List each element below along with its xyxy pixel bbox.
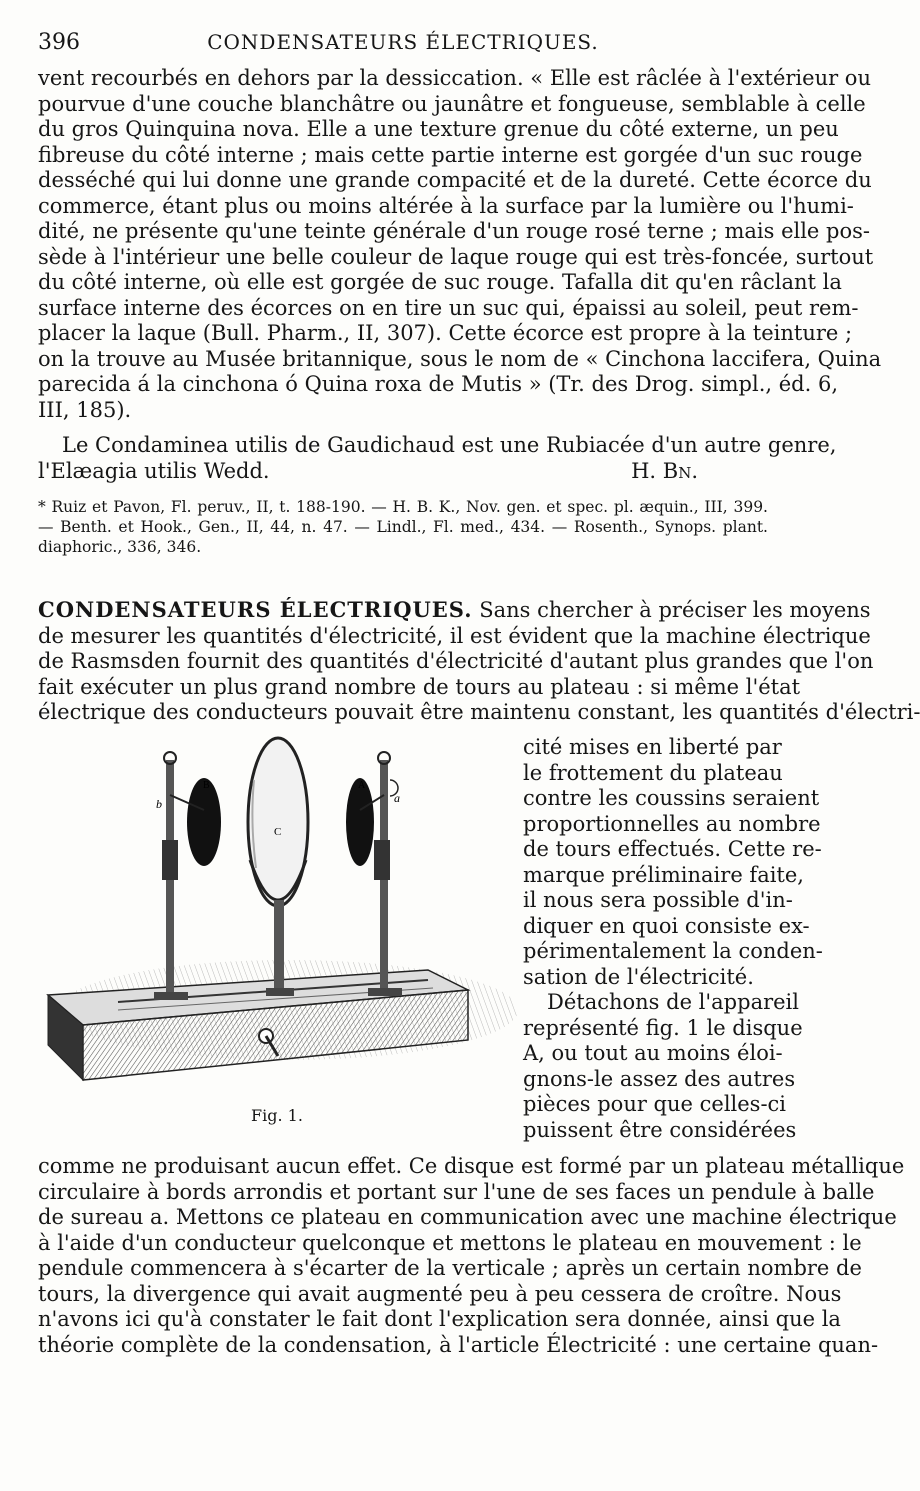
text-line: fait exécuter un plus grand nombre de tours au plateau : si même l'état (38, 674, 801, 699)
footnote-line: diaphoric., 336, 346. (38, 538, 202, 556)
figure-label-b-small: b (156, 797, 162, 811)
footnotes (38, 497, 768, 557)
text-line: circulaire à bords arrondis et portant sur l'une de ses faces un pendule à balle (38, 1179, 875, 1204)
figure-caption: Fig. 1. (251, 1106, 303, 1125)
text-line: sation de l'électricité. (523, 964, 754, 989)
text-line: diquer en quoi consiste ex- (523, 913, 810, 938)
text-line (38, 459, 768, 485)
text-line: Détachons de l'appareil (547, 990, 799, 1014)
text-line: de mesurer les quantités d'électricité, il est évident que la machine électrique (38, 623, 871, 648)
text-line: électrique des conducteurs pouvait être maintenu constant, les quantités d'électri- (38, 700, 920, 724)
text-line: marque préliminaire faite, (523, 862, 804, 887)
page-number: 396 (38, 30, 80, 55)
condenser-apparatus-illustration (38, 740, 516, 1100)
running-title: CONDENSATEURS ÉLECTRIQUES. (207, 30, 599, 54)
paragraph-condaminea (38, 433, 837, 484)
side-column-text (523, 735, 823, 1143)
text-line: représenté fig. 1 le disque (523, 1015, 803, 1040)
figure-label-a: A (358, 780, 366, 791)
text-line: A, ou tout au moins éloi- (523, 1041, 783, 1065)
text-line: placer la laque (Bull. Pharm., II, 307). Cette écorce est propre à la teinture ; (38, 321, 853, 345)
text-line: desséché qui lui donne une grande compacité et de la dureté. Cette écorce du (38, 168, 872, 192)
text-line: du gros Quinquina nova. Elle a une texture grenue du côté externe, un peu (38, 117, 839, 141)
text-line: de Rasmsden fournit des quantités d'électricité d'autant plus grandes que l'on (38, 649, 874, 673)
text-line: du côté interne, où elle est gorgée de suc rouge. Tafalla dit qu'en râclant la (38, 270, 842, 294)
text-line: surface interne des écorces on en tire un suc qui, épaissi au soleil, peut rem- (38, 295, 859, 320)
text-line: commerce, étant plus ou moins altérée à la surface par la lumière ou l'humi- (38, 193, 854, 218)
figure-label-a-small: a (394, 791, 400, 805)
text-line: de tours effectués. Cette re- (523, 837, 822, 861)
footnote-line: — Benth. et Hook., Gen., II, 44, n. 47. — Lindl., Fl. med., 434. — Rosenth., Synops. plant. (38, 518, 768, 536)
text-line: parecida á la cinchona ó Quina roxa de Mutis » (Tr. des Drog. simpl., éd. 6, (38, 372, 838, 396)
text-line: le frottement du plateau (523, 760, 783, 785)
text-line-content: l'Elæagia utilis Wedd. (38, 458, 270, 483)
text-line: pendule commencera à s'écarter de la verticale ; après un certain nombre de (38, 1256, 862, 1280)
text-line: gnons-le assez des autres (523, 1066, 796, 1091)
paragraph-quinquina (38, 66, 882, 423)
text-line: il nous sera possible d'in- (523, 888, 793, 912)
section-heading: CONDENSATEURS ÉLECTRIQUES. (38, 597, 473, 622)
text-line: pièces pour que celles-ci (523, 1092, 787, 1116)
final-paragraph (38, 1154, 905, 1358)
text-line: fibreuse du côté interne ; mais cette partie interne est gorgée d'un suc rouge (38, 142, 863, 167)
text-line: contre les coussins seraient (523, 786, 820, 810)
figure-condenser-apparatus (38, 740, 516, 1125)
text-line: n'avons ici qu'à constater le fait dont l'explication sera donnée, ainsi que la (38, 1307, 841, 1331)
text-line: Le Condaminea utilis de Gaudichaud est une Rubiacée d'un autre genre, (62, 433, 837, 457)
text-line: comme ne produisant aucun effet. Ce disque est formé par un plateau métallique (38, 1154, 905, 1178)
text-line: puissent être considérées (523, 1117, 797, 1142)
text-line-content: Sans chercher à préciser les moyens (479, 598, 871, 622)
figure-label-c: C (274, 826, 282, 838)
text-line: vent recourbés en dehors par la dessiccation. « Elle est râclée à l'extérieur ou (38, 66, 871, 90)
text-line: de sureau a. Mettons ce plateau en communication avec une machine électrique (38, 1205, 897, 1229)
section-intro (38, 597, 920, 726)
text-line: périmentalement la conden- (523, 939, 823, 963)
text-line: III, 185). (38, 397, 132, 422)
footnote-line: * Ruiz et Pavon, Fl. peruv., II, t. 188-190. — H. B. K., Nov. gen. et spec. pl. æquin., III, 399. (38, 498, 768, 516)
text-line: on la trouve au Musée britannique, sous le nom de « Cinchona laccifera, Quina (38, 346, 882, 371)
page-header (38, 30, 768, 60)
text-line: cité mises en liberté par (523, 735, 782, 759)
text-line: dité, ne présente qu'une teinte générale d'un rouge rosé terne ; mais elle pos- (38, 219, 870, 243)
text-line (38, 597, 871, 624)
figure-label-b: B (203, 780, 210, 791)
author-signature: H. Bn. (631, 458, 698, 483)
text-line: sède à l'intérieur une belle couleur de laque rouge qui est très-foncée, surtout (38, 244, 874, 269)
text-line: pourvue d'une couche blanchâtre ou jaunâtre et fongueuse, semblable à celle (38, 91, 866, 116)
text-line: proportionnelles au nombre (523, 811, 821, 836)
text-line: tours, la divergence qui avait augmenté peu à peu cessera de croître. Nous (38, 1281, 842, 1306)
text-line: à l'aide d'un conducteur quelconque et mettons le plateau en mouvement : le (38, 1230, 862, 1255)
text-line: théorie complète de la condensation, à l'article Électricité : une certaine quan- (38, 1332, 879, 1357)
